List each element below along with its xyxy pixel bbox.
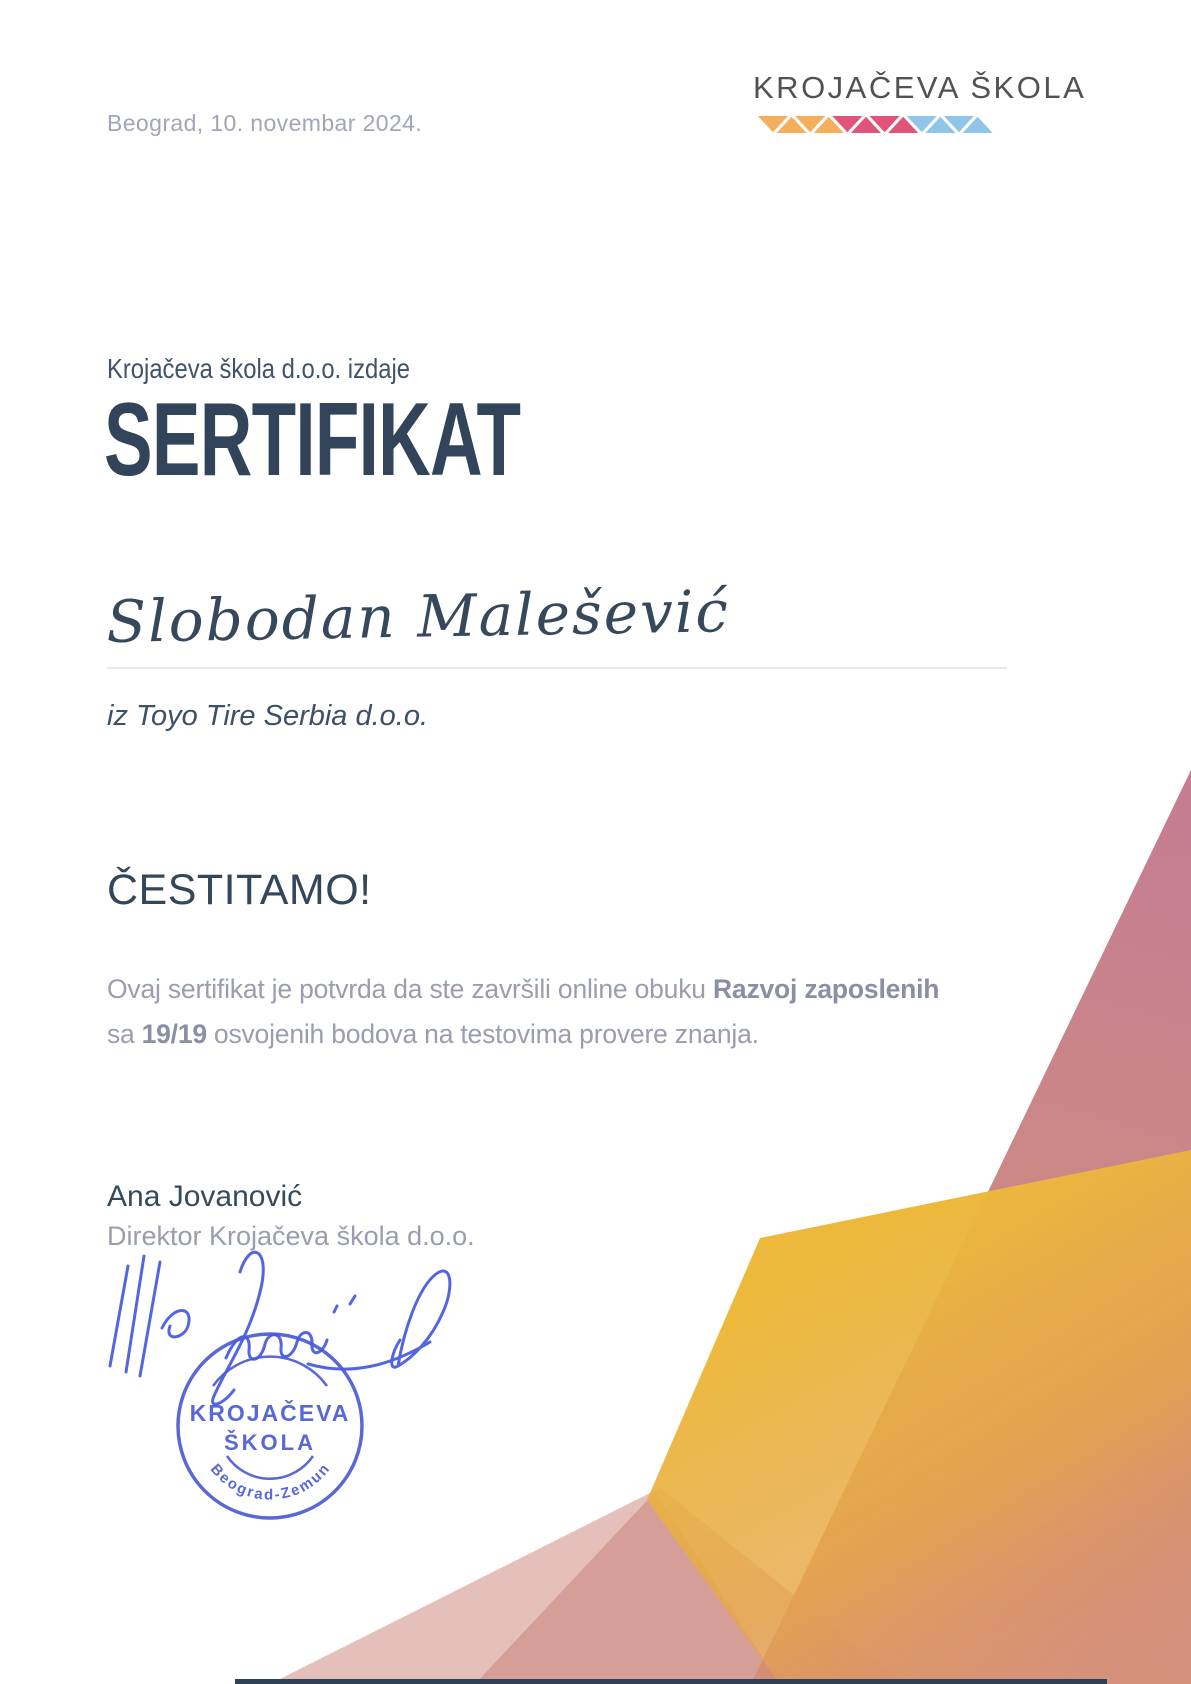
- footer-accent-bar: [235, 1679, 1107, 1684]
- congrats-heading: ČESTITAMO!: [107, 866, 372, 914]
- logo-triangles-icon: [753, 113, 998, 136]
- round-stamp: [172, 1328, 368, 1524]
- logo-text: KROJAČEVA ŠKOLA: [753, 70, 1087, 105]
- stamp-arc-text: Beograd-Zemun: [206, 1459, 335, 1504]
- svg-text:Beograd-Zemun: [207, 1460, 334, 1504]
- signatory-name: Ana Jovanović: [107, 1180, 303, 1213]
- issuer-line: Krojačeva škola d.o.o. izdaje: [107, 353, 410, 384]
- signatory-role: Direktor Krojačeva škola d.o.o.: [107, 1221, 475, 1251]
- stamp-inner-arc-top: [213, 1357, 327, 1386]
- date-location: Beograd, 10. novembar 2024.: [107, 110, 423, 136]
- course-name: Razvoj zaposlenih: [712, 973, 940, 1004]
- stamp-text-line2: ŠKOLA: [224, 1430, 316, 1455]
- certificate-title: SERTIFIKAT: [104, 382, 521, 498]
- score-value: 19/19: [141, 1018, 207, 1049]
- certificate-body: [107, 967, 1067, 1057]
- recipient-name: Slobodan Malešević: [105, 577, 731, 656]
- body-line-2: sa 19/19 osvojenih bodova na testovima provere znanja.: [107, 1018, 759, 1049]
- body-line-1: Ovaj sertifikat je potvrda da ste završili online obuku Razvoj zaposlenih: [107, 973, 940, 1004]
- name-underline: [107, 667, 1007, 669]
- stamp-inner-arc-bottom: [227, 1456, 313, 1479]
- stamp-text-line1: KROJAČEVA: [189, 1400, 351, 1426]
- school-logo: [753, 70, 1087, 136]
- recipient-company: iz Toyo Tire Serbia d.o.o.: [107, 700, 429, 732]
